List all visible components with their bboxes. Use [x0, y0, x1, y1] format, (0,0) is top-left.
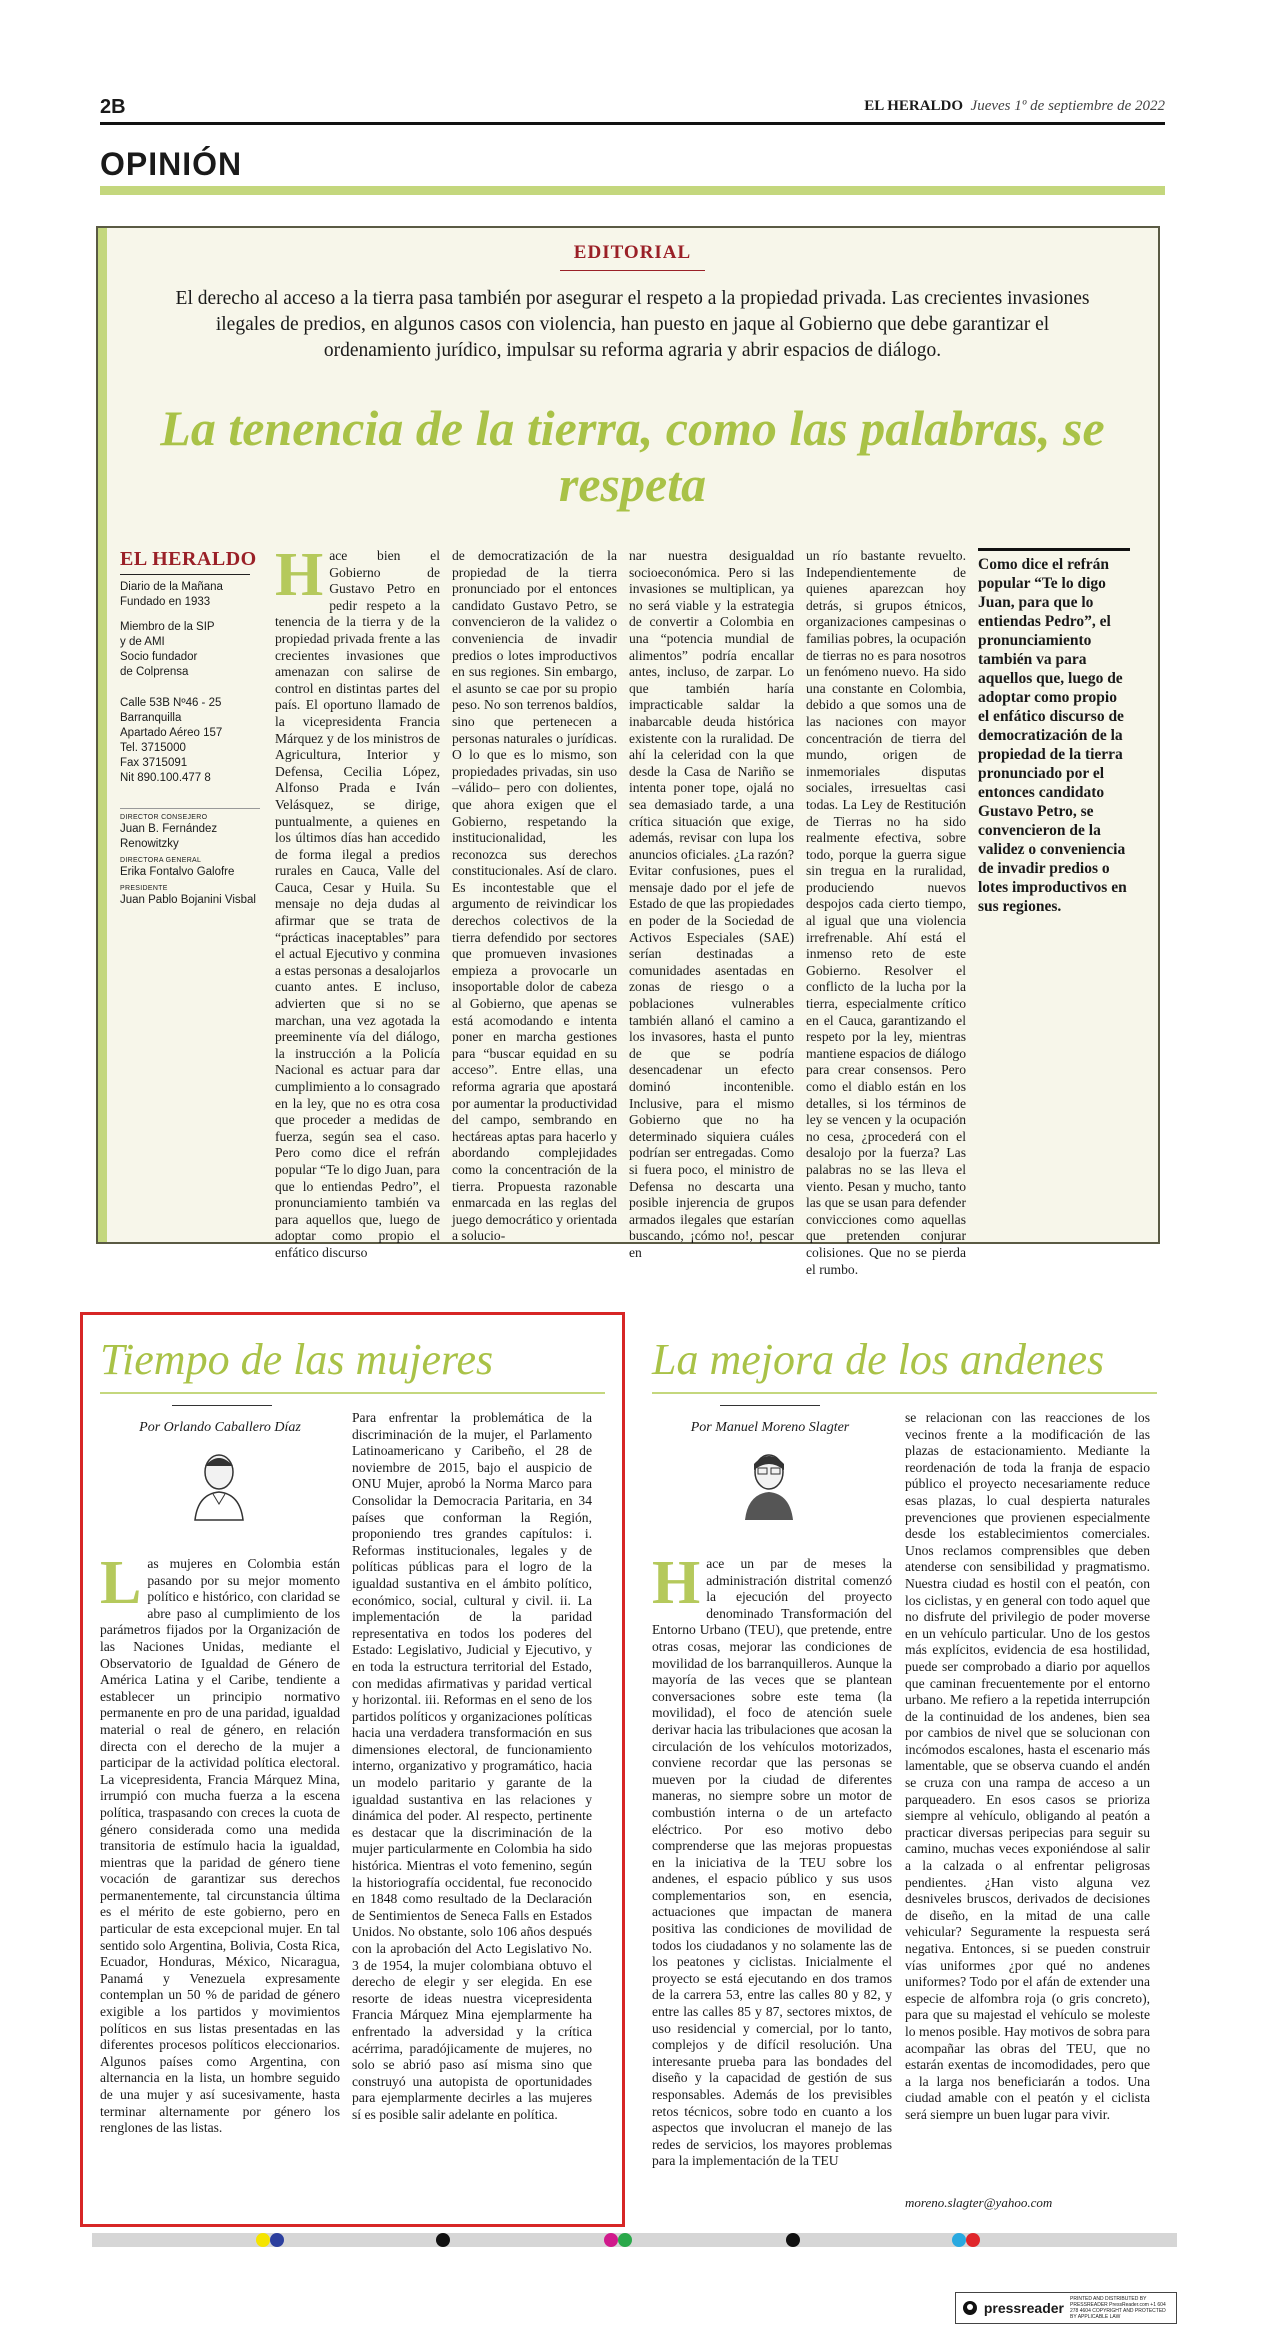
byline-rule	[720, 1405, 820, 1406]
masthead-line: Fundado en 1933	[120, 596, 211, 608]
registration-dot	[436, 2233, 450, 2247]
staff-role: PRESIDENTE	[120, 885, 168, 892]
masthead-block-2	[120, 620, 260, 680]
masthead-line: Diario de la Mañana	[120, 581, 223, 593]
masthead-line: Nit 890.100.477 8	[120, 772, 211, 784]
pressreader-name: pressreader	[983, 2300, 1064, 2316]
staff-role: DIRECTORA GENERAL	[120, 857, 202, 864]
pressreader-logo	[955, 2292, 1177, 2324]
dropcap: H	[652, 1549, 701, 1617]
masthead-line: Calle 53B Nº46 - 25	[120, 697, 222, 709]
masthead-staff	[120, 808, 260, 908]
column-title-rule	[652, 1392, 1157, 1394]
byline: Por Manuel Moreno Slagter	[690, 1420, 850, 1435]
column-text: ace un par de meses la administración distrital comenzó la ejecución del proyecto denominado Transformación del Entorno Urbano (TEU), que pretende, entre otras cosas, mejorar las condiciones de movilidad de los barranquilleros. Aunque la mayoría de las veces que se plantean conversaciones sobre este tema (la movilidad), el foco de atención suele derivar hacia las tribulaciones que acosan la circulación de los vehículos motorizados, conviene recordar que las personas se mueven por la ciudad de diferentes maneras, no siempre sobre un motor de combustión interna o de un artefacto eléctrico. Por eso motivo debo comprenderse que las mejoras propuestas en la iniciativa de la TEU sobre los andenes, el espacio público y sus usos complementarios son, en esencia, actuaciones que impactan de manera positiva las condiciones de movilidad de todos los ciudadanos y no solamente las de los peatones y ciclistas. Inicialmente el proyecto se está ejecutando en dos tramos de la carrera 53, entre las calles 80 y 82, y entre las calles 85 y 87, sectores mixtos, de uso residencial y comercial, por lo tanto, complejos y de difícil resolución. Una interesante prueba para las bondades del diseño y la capacidad de gestión de sus responsables. Además de los previsibles retos técnicos, sobre todo en cuanto a los aspectos que involucran el manejo de las redes de servicios, los mayores problemas para la implementación de la TEU	[652, 1556, 892, 2169]
column-right-col-1	[652, 1549, 892, 2211]
editorial-text: ace bien el Gobierno de Gustavo Petro en pedir respeto a la tenencia de la tierra y de la propiedad privada frente a las crecientes invasiones que amenazan con salirse de control en distintas partes del país. El oportuno llamado de la vicepresidenta Francia Márquez y de los ministros de Agricultura, Interior y Defensa, Cecilia López, Alfonso Prada e Iván Velásquez, se dirige, puntualmente, a quienes en los últimos días han accedido de forma ilegal a predios rurales en Cauca, Valle del Cauca, Cesar y Huila. Su mensaje no deja dudas al afirmar que se trata de “prácticas inaceptables” para el actual Ejecutivo y conmina a estas personas a desalojarlos cuanto antes. E incluso, advierten que si no se marchan, una vez agotada la preeminente vía del diálogo, la instrucción a la Policía Nacional es actuar para dar cumplimiento a lo consagrado en la ley, que no es otra cosa que proceder a medidas de fuerza, según sea el caso. Pero como dice el refrán popular “Te lo digo Juan, para que lo entiendas Pedro”, el pronunciamiento también va para aquellos que, luego de adoptar como propio el enfático discurso	[275, 548, 440, 1260]
masthead-line: Miembro de la SIP	[120, 621, 215, 633]
header-rule	[100, 122, 1165, 125]
editorial-title: La tenencia de la tierra, como las palabras, se respeta	[160, 400, 1105, 512]
column-title: La mejora de los andenes	[652, 1335, 1105, 1384]
masthead-line: Apartado Aéreo 157	[120, 727, 223, 739]
pull-quote: Como dice el refrán popular “Te lo digo Juan, para que lo entiendas Pedro”, el pronunciamiento también va para aquellos que, luego de adoptar como propio el enfático discurso de democratización de la propiedad de la tierra pronunciado por el entonces candidato Gustavo Petro, se convencieron de la validez o conveniencia de invadir predios o lotes improductivos en sus regiones.	[978, 548, 1130, 916]
registration-dot	[618, 2233, 632, 2247]
editorial-label-rule	[560, 270, 705, 271]
section-rule	[100, 186, 1165, 195]
page-number: 2B	[100, 96, 126, 118]
columnist-portrait-icon	[190, 1448, 248, 1520]
masthead-rule	[120, 574, 250, 575]
column-right-col-2: se relacionan con las reacciones de los vecinos frente a la modificación de las plazas de estacionamiento. Mediante la reordenación de toda la franja de espacio público el proyecto necesariamente reduce esas plazas, lo cual despierta naturales prevenciones que provienen especialmente desde los establecimientos comerciales. Unos reclamos comprensibles que deben atenderse con sensibilidad y pragmatismo. Nuestra ciudad es hostil con el peatón, con los ciclistas, y en general con todo aquel que no disfrute del privilegio de poder moverse en un vehículo particular. Uno de los gestos más explícitos, evidencia de esa hostilidad, puede ser comprobado a diario por aquellos que caminan frecuentemente por el entorno urbano. Me refiero a la repetida interrupción de la continuidad de los andenes, bien sea por cambios de nivel que se solucionan con incómodos escalones, hasta el escenario más lamentable, que se observa cuando el andén se cruza con una rampa de acceso a un parqueadero. En esos casos se prioriza siempre al vehículo, obligando al peatón a practicar diversas peripecias para seguir su camino, muchas veces exponiéndose al salir a la calzada o al enfrentar peligrosas pendientes. ¿Han visto alguna vez desniveles bruscos, derivados de decisiones de diseño, en la mitad de una calle vehicular? Seguramente la respuesta será negativa. Entonces, si se pueden construir vías uniformes ¿por qué no andenes uniformes? Todo por el afán de extender una especie de alfombra roja (o gris concreto), para que su majestad el vehículo se moleste lo menos posible. Hay motivos de sobra para acompañar las obras del TEU, que no estarán exentas de incomodidades, pero que a la larga nos beneficiarán a todos. Una ciudad amable con el peatón y el ciclista será siempre un buen lugar para vivir.	[905, 1410, 1150, 2122]
folio	[864, 98, 1165, 115]
editorial-column-3: nar nuestra desigualdad socioeconómica. Pero si las invasiones se multiplican, ya no será viable y la estrategia de convertir a Colombia en una “potencia mundial de alimentos” podría encallar antes, incluso, de zarpar. Lo que también haría impracticable saldar la inabarcable deuda histórica existente con la ruralidad. De ahí la celeridad con la que desde la Casa de Nariño se intenta poner tope, ojalá no sea demasiado tarde, a una crítica situación que exige, además, revisar con lupa los anuncios oficiales. ¿La razón? Evitar confusiones, pues el mensaje dado por el jefe de Estado de que las propiedades en poder de la Sociedad de Activos Especiales (SAE) serían destinadas a comunidades asentadas en zonas de riesgo o a poblaciones vulnerables también allanó el camino a los invasores, hasta el punto de que se podría desencadenar un efecto dominó incontenible. Inclusive, para el mismo Gobierno que no ha determinado siquiera cuáles podrían ser entregadas. Como si fuera poco, el ministro de Defensa no descarta una posible injerencia de grupos armados ilegales que estarían buscando, ¡cómo no!, pescar en	[629, 548, 794, 1260]
print-registration-bar	[92, 2233, 1177, 2247]
masthead-line: Barranquilla	[120, 712, 182, 724]
column-title: Tiempo de las mujeres	[100, 1335, 494, 1384]
byline: Por Orlando Caballero Díaz	[139, 1420, 301, 1435]
editorial-column-4: un río bastante revuelto. Independientemente de quienes aparezcan hoy detrás, si grupos étnicos, organizaciones campesinas o familias pobres, la ocupación de tierras no es para nosotros un fenómeno nuevo. Ha sido una constante en Colombia, debido a que somos una de las naciones con mayor concentración de tierra del mundo, origen de inmemoriales disputas sociales, irresueltas casi todas. La Ley de Restitución de Tierras no ha sido realmente efectiva, sobre todo, porque la guerra sigue sin tregua en la ruralidad, produciendo nuevos despojos cada cierto tiempo, al igual que una violencia irrefrenable. Ahí está el inmenso reto de este Gobierno. Resolver el conflicto de la lucha por la tierra, especialmente crítico en el Cauca, garantizando el respeto por la ley, mientras mantiene espacios de diálogo para crear consensos. Pero como el diablo están en los detalles, si los términos de ley se vencen y la ocupación no cesa, ¿procederá con el desalojo por la fuerza? Las palabras no se las lleva el viento. Pesan y mucho, tanto las que se usan para defender convicciones como aquellas que pretenden conjurar colisiones. Que no se pierda el rumbo.	[806, 548, 966, 1277]
registration-dot	[966, 2233, 980, 2247]
columnist-portrait-icon	[740, 1448, 798, 1520]
staff-name: Juan B. Fernández Renowitzky	[120, 823, 218, 850]
pressreader-logo-icon	[962, 2300, 978, 2316]
editorial-label: EDITORIAL	[573, 242, 692, 263]
column-title-rule	[100, 1392, 605, 1394]
masthead-line: Tel. 3715000	[120, 742, 186, 754]
editorial-column-1	[275, 541, 440, 1260]
masthead-line: y de AMI	[120, 636, 165, 648]
masthead-brand: EL HERALDO	[120, 548, 257, 570]
byline-rule	[172, 1405, 272, 1406]
dropcap: L	[100, 1549, 142, 1617]
masthead-block-3	[120, 696, 260, 786]
column-text: as mujeres en Colombia están pasando por su mejor momento político e histórico, con claridad se abre paso al cumplimiento de los parámetros fijados por la Organización de las Naciones Unidas, mediante el Observatorio de Igualdad de Género de América Latina y el Caribe, tendiente a establecer un principio normativo permanente en pro de una paridad, igualdad material o real de género, en relación directa con el derecho de la mujer a participar de la actividad política electoral. La vicepresidenta, Francia Márquez Mina, irrumpió con mucha fuerza a la escena política, traspasando con creces la cuota de género considerada como una medida transitoria de estímulo hacia la igualdad, mientras que la paridad de género tiene vocación de garantizar sus derechos permanentemente, tal circunstancia última es el mérito de este gobierno, pero en particular de esta excepcional mujer. En tal sentido solo Argentina, Bolivia, Costa Rica, Ecuador, Honduras, México, Nicaragua, Panamá y Venezuela expresamente contemplan un 50 % de paridad de género exigible a los partidos y movimientos políticos en sus listas presentadas en las diferentes procesos políticos eleccionarios. Algunos países como Argentina, con alternancia en la lista, un hombre seguido de una mujer y así sucesivamente, hasta terminar alternamente por género los renglones de las listas.	[100, 1556, 340, 2136]
staff-name: Erika Fontalvo Galofre	[120, 866, 235, 878]
column-left-col-1	[100, 1549, 340, 2211]
pressreader-fine-print: PRINTED AND DISTRIBUTED BY PRESSREADER PressReader.com +1 604 278 4604 COPYRIGHT AND PROTECTED BY APPLICABLE LAW	[1070, 2296, 1166, 2320]
author-email: moreno.slagter@yahoo.com	[905, 2195, 1053, 2210]
section-title: OPINIÓN	[100, 146, 243, 182]
registration-dot	[952, 2233, 966, 2247]
masthead-line: de Colprensa	[120, 666, 189, 678]
masthead-line: Fax 3715091	[120, 757, 188, 769]
registration-dot	[256, 2233, 270, 2247]
masthead-line: Socio fundador	[120, 651, 198, 663]
staff-role: DIRECTOR CONSEJERO	[120, 814, 208, 821]
editorial-column-2: de democratización de la propiedad de la tierra pronunciado por el entonces candidato Gustavo Petro, se convencieron de la validez o conveniencia de invadir predios o lotes improductivos en sus regiones. Sin embargo, el asunto se cae por su propio peso. No son terrenos baldíos, sino que pertenecen a personas naturales o jurídicas. O lo que es lo mismo, son propiedades privadas, sin uso –válido– pero con dolientes, que ahora exigen que el Gobierno, respetando la institucionalidad, les reconozca sus derechos constitucionales. Así de claro. Es incontestable que el argumento de reivindicar los derechos colectivos de la tierra defendido por sectores que promueven invasiones empieza a provocarle un insoportable dolor de cabeza al Gobierno, que apenas se está acomodando e intenta poner en marcha gestiones para “buscar equidad en su acceso”. Entre ellas, una reforma agraria que apostará por aumentar la productividad del campo, sembrando en hectáreas aptas para hacerlo y abordando complejidades como la concentración de la tierra. Propuesta razonable enmarcada en las reglas del juego democrático y orientada a solucio-	[452, 548, 617, 1244]
editorial-deck: El derecho al acceso a la tierra pasa también por asegurar el respeto a la propiedad privada. Las crecientes invasiones ilegales de predios, en algunos casos con violencia, han puesto en jaque al Gobierno que debe garantizar el ordenamiento jurídico, impulsar su reforma agraria y abrir espacios de diálogo.	[175, 288, 1090, 361]
registration-dot	[270, 2233, 284, 2247]
dropcap: H	[275, 541, 324, 609]
column-left-col-2: Para enfrentar la problemática de la discriminación de la mujer, el Parlamento Latinoamericano y Caribeño, el 28 de noviembre de 2015, bajo el auspicio de ONU Mujer, aprobó la Norma Marco para Consolidar la Democracia Paritaria, en 34 países que conforman la Región, proponiendo tres grandes capítulos: i. Reformas institucionales, legales y de políticas públicas para el logro de la igualdad sustantiva en el ámbito político, económico, social, cultural y civil. ii. La implementación de la paridad representativa en todos los poderes del Estado: Legislativo, Judicial y Ejecutivo, y en toda la estructura territorial del Estado, con medidas afirmativas y paridad vertical y horizontal. iii. Reformas en el seno de los partidos políticos y organizaciones políticas hacia una verdadera transformación en sus dimensiones electoral, de funcionamiento interno, organizativo y programático, hacia un modelo paritario y garante de la igualdad sustantiva en las relaciones y dinámica del poder. Al respecto, pertinente es destacar que la discriminación de la mujer particularmente en Colombia ha sido histórica. Mientras el voto femenino, según la historiografía occidental, fue reconocido en 1848 como resultado de la Declaración de Sentimientos de Seneca Falls en Estados Unidos. No obstante, solo 106 años después con la aprobación del Acto Legislativo No. 3 de 1954, la mujer colombiana obtuvo el derecho de elegir y ser elegida. En ese resorte de ideas nuestra vicepresidenta Francia Márquez Mina ejemplarmente ha enfrentado la adversidad y la crítica acérrima, paradójicamente de mujeres, no solo se abrió paso así misma sino que construyó una autopista de oportunidades para ejemplarmente decirles a las mujeres sí es posible salir adelante en política.	[352, 1410, 592, 2122]
registration-dot	[604, 2233, 618, 2247]
paper-name: EL HERALDO	[864, 98, 964, 114]
staff-name: Juan Pablo Bojanini Visbal	[120, 894, 256, 906]
masthead-block-1	[120, 580, 260, 610]
registration-dot	[786, 2233, 800, 2247]
issue-date: Jueves 1º de septiembre de 2022	[970, 98, 1165, 114]
